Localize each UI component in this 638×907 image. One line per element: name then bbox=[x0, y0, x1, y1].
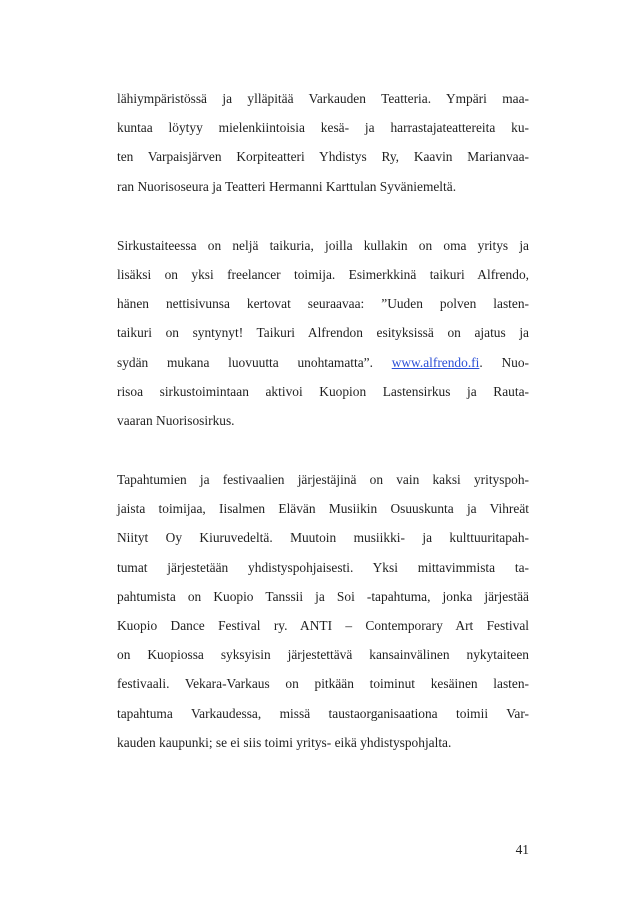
body-text bbox=[117, 84, 529, 757]
text-line: taikuri on syntynyt! Taikuri Alfrendon esityksissä on ajatus ja bbox=[117, 325, 529, 341]
paragraph-2 bbox=[117, 231, 529, 435]
text-line: jaista toimijaa, Iisalmen Elävän Musiikin Osuuskunta ja Vihreät bbox=[117, 501, 529, 517]
text-line: lisäksi on yksi freelancer toimija. Esimerkkinä taikuri Alfrendo, bbox=[117, 266, 529, 282]
text-line: festivaali. Vekara-Varkaus on pitkään toiminut kesäinen lasten- bbox=[117, 676, 529, 692]
alfrendo-website-link[interactable]: www.alfrendo.fi bbox=[391, 354, 480, 370]
text-line: hänen nettisivunsa kertovat seuraavaa: ”Uuden polven lasten- bbox=[117, 296, 529, 312]
text-segment: . Nuo- bbox=[479, 354, 529, 370]
text-segment: sydän mukana luovuutta unohtamatta”. bbox=[117, 354, 392, 370]
text-line: kuntaa löytyy mielenkiintoisia kesä- ja harrastajateattereita ku- bbox=[117, 120, 529, 136]
paragraph-3 bbox=[117, 465, 529, 757]
text-line: risoa sirkustoimintaan aktivoi Kuopion Lastensirkus ja Rauta- bbox=[117, 383, 529, 399]
paragraph-1 bbox=[117, 84, 529, 201]
text-line: kauden kaupunki; se ei siis toimi yritys- eikä yhdistyspohjalta. bbox=[117, 734, 452, 750]
text-line: tumat järjestetään yhdistyspohjaisesti. Yksi mittavimmista ta- bbox=[117, 559, 529, 575]
text-line: pahtumista on Kuopio Tanssii ja Soi -tapahtuma, jonka järjestää bbox=[117, 588, 529, 604]
paragraph-spacer bbox=[117, 435, 529, 465]
text-line: on Kuopiossa syksyisin järjestettävä kansainvälinen nykytaiteen bbox=[117, 647, 529, 663]
text-line: ran Nuorisoseura ja Teatteri Hermanni Karttulan Syväniemeltä. bbox=[117, 178, 457, 194]
text-line: lähiympäristössä ja ylläpitää Varkauden Teatteria. Ympäri maa- bbox=[117, 91, 529, 106]
page-number: 41 bbox=[515, 842, 529, 857]
text-line-with-link bbox=[117, 348, 529, 377]
paragraph-spacer bbox=[117, 201, 529, 231]
text-line: Sirkustaiteessa on neljä taikuria, joilla kullakin on oma yritys ja bbox=[117, 237, 529, 253]
text-line: Tapahtumien ja festivaalien järjestäjinä on vain kaksi yrityspoh- bbox=[117, 472, 529, 488]
text-line: Niityt Oy Kiuruvedeltä. Muutoin musiikki- ja kulttuuritapah- bbox=[117, 530, 529, 546]
text-line: Kuopio Dance Festival ry. ANTI – Contemporary Art Festival bbox=[117, 618, 529, 633]
text-line: tapahtuma Varkaudessa, missä taustaorganisaationa toimii Var- bbox=[117, 705, 529, 721]
text-line: vaaran Nuorisosirkus. bbox=[117, 412, 235, 428]
text-line: ten Varpaisjärven Korpiteatteri Yhdistys Ry, Kaavin Marianvaa- bbox=[117, 149, 529, 165]
